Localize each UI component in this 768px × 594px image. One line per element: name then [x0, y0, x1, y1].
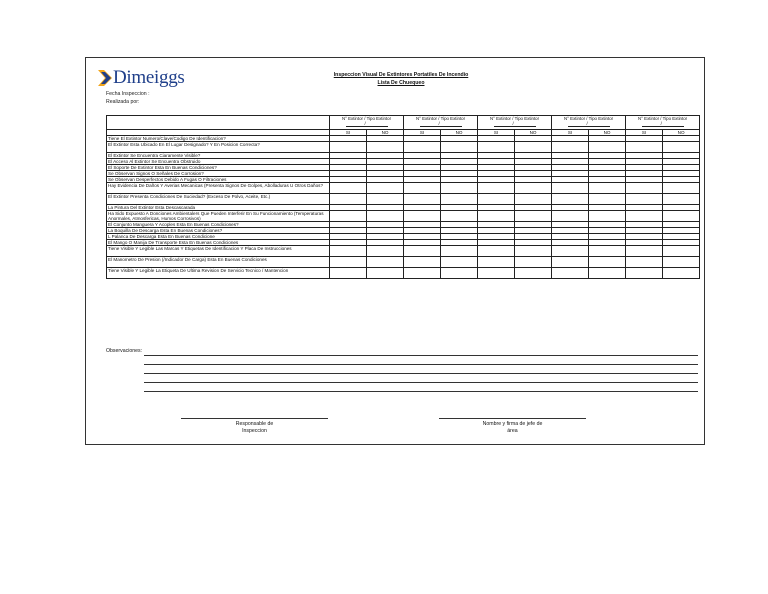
- question-text: El Extintor Se Encuentra Ciaramente Visible?: [107, 153, 330, 159]
- extintor-blank-field[interactable]: [568, 123, 610, 127]
- si-answer-cell[interactable]: [478, 142, 515, 153]
- si-column-label: SI: [626, 130, 663, 136]
- question-row: [107, 183, 700, 194]
- no-answer-cell[interactable]: [515, 194, 552, 205]
- no-answer-cell[interactable]: [515, 246, 552, 257]
- si-answer-cell[interactable]: [552, 246, 589, 257]
- extintor-blank-field[interactable]: [494, 123, 536, 127]
- si-answer-cell[interactable]: [478, 194, 515, 205]
- no-column-label: NO: [589, 130, 626, 136]
- question-row: [107, 211, 700, 222]
- question-text: L Palanca De Descarga Esta En Buenas Condicione: [107, 234, 330, 240]
- observaciones-line[interactable]: [144, 391, 698, 392]
- question-text: El Extintor Esta Ubicado En El Lugar Designado? Y En Posicion Correcta?: [107, 142, 330, 153]
- question-row: [107, 257, 700, 268]
- extintor-blank-field[interactable]: [420, 123, 462, 127]
- no-column-label: NO: [515, 130, 552, 136]
- jefe-signature-line[interactable]: [439, 418, 586, 419]
- no-answer-cell[interactable]: [441, 142, 478, 153]
- extintor-slash: /: [586, 121, 588, 126]
- question-text: La Pintura Del Extintor Esta Descascarada: [107, 205, 330, 211]
- no-answer-cell[interactable]: [589, 257, 626, 268]
- si-answer-cell[interactable]: [404, 142, 441, 153]
- si-column-label: SI: [404, 130, 441, 136]
- si-answer-cell[interactable]: [330, 142, 367, 153]
- no-answer-cell[interactable]: [367, 268, 404, 279]
- si-answer-cell[interactable]: [404, 257, 441, 268]
- no-answer-cell[interactable]: [367, 183, 404, 194]
- observaciones-label: Observaciones:: [106, 348, 143, 354]
- no-answer-cell[interactable]: [441, 268, 478, 279]
- no-answer-cell[interactable]: [367, 257, 404, 268]
- si-answer-cell[interactable]: [552, 211, 589, 222]
- extintor-column-header: [552, 116, 626, 130]
- extintor-slash: /: [512, 121, 514, 126]
- extintor-column-label: N° Extintor / Tipo Extintor: [489, 116, 540, 121]
- si-column-label: SI: [478, 130, 515, 136]
- observaciones-line[interactable]: [144, 364, 698, 365]
- si-answer-cell[interactable]: [552, 183, 589, 194]
- question-row: [107, 194, 700, 205]
- si-answer-cell[interactable]: [330, 211, 367, 222]
- no-answer-cell[interactable]: [367, 211, 404, 222]
- no-answer-cell[interactable]: [515, 142, 552, 153]
- logo-chevron-icon: [98, 70, 112, 86]
- question-text: Ha Sido Expuesto A Donciones Ambientalers Que Pueden Interferir En Su Funcionamiento (Temperaturas Anormales, Atmosfericas, Humos Corrosivos): [107, 211, 330, 222]
- no-answer-cell[interactable]: [589, 142, 626, 153]
- si-answer-cell[interactable]: [626, 268, 663, 279]
- question-text: El Conjunto Manguera Y Acoples Esta En Buenas Condiciones?: [107, 222, 330, 228]
- no-answer-cell[interactable]: [589, 268, 626, 279]
- no-answer-cell[interactable]: [663, 211, 700, 222]
- extintor-slash: /: [364, 121, 366, 126]
- checklist-table: [106, 115, 700, 279]
- question-row: [107, 142, 700, 153]
- realizada-por-label: Realizada por:: [106, 99, 140, 105]
- no-answer-cell[interactable]: [441, 257, 478, 268]
- question-text: El Manometro De Presion (/Indicador De Carga) Esta En Buenas Condiciones: [107, 257, 330, 268]
- si-column-label: SI: [330, 130, 367, 136]
- no-answer-cell[interactable]: [441, 246, 478, 257]
- no-answer-cell[interactable]: [515, 211, 552, 222]
- no-answer-cell[interactable]: [441, 211, 478, 222]
- si-column-label: SI: [552, 130, 589, 136]
- responsable-caption-line1: Responsable de: [235, 421, 274, 427]
- no-answer-cell[interactable]: [589, 183, 626, 194]
- question-row: [107, 246, 700, 257]
- question-text: Tiene El Extintor Numero/Clave/Codigo De Identificacion?: [107, 136, 330, 142]
- observaciones-line[interactable]: [144, 355, 698, 356]
- responsable-signature-caption: [181, 421, 328, 434]
- no-answer-cell[interactable]: [663, 194, 700, 205]
- no-answer-cell[interactable]: [589, 246, 626, 257]
- logo-text: Dimeiggs: [113, 67, 185, 88]
- no-answer-cell[interactable]: [441, 183, 478, 194]
- responsable-signature-line[interactable]: [181, 418, 328, 419]
- no-answer-cell[interactable]: [367, 246, 404, 257]
- extintor-column-header: [330, 116, 404, 130]
- si-answer-cell[interactable]: [330, 257, 367, 268]
- jefe-caption-line1: Nombre y firma de jefe de: [482, 421, 543, 427]
- observaciones-line[interactable]: [144, 373, 698, 374]
- no-answer-cell[interactable]: [515, 257, 552, 268]
- extintor-blank-field[interactable]: [346, 123, 388, 127]
- no-column-label: NO: [441, 130, 478, 136]
- si-answer-cell[interactable]: [404, 211, 441, 222]
- no-answer-cell[interactable]: [515, 268, 552, 279]
- si-answer-cell[interactable]: [478, 183, 515, 194]
- si-answer-cell[interactable]: [626, 183, 663, 194]
- si-answer-cell[interactable]: [404, 183, 441, 194]
- no-answer-cell[interactable]: [663, 257, 700, 268]
- question-text: El Mango O Manija De Transporte Esta En Buenas Condiciones: [107, 240, 330, 246]
- question-text: La Boquilla De Descarga Esta En Buenas Condiciones?: [107, 228, 330, 234]
- si-answer-cell[interactable]: [404, 268, 441, 279]
- question-row: [107, 268, 700, 279]
- form-title: Inspeccion Visual De Extintores Portatiles De Incendio: [333, 72, 469, 78]
- no-answer-cell[interactable]: [367, 194, 404, 205]
- jefe-signature-caption: [439, 421, 586, 434]
- si-answer-cell[interactable]: [626, 211, 663, 222]
- extintor-slash: /: [660, 121, 662, 126]
- question-text: Hay Evidencia De Daños Y Averias Mecanicas (Presenta Signos De Golpes, Abolladuras U Otros Daños?: [107, 183, 330, 194]
- no-answer-cell[interactable]: [663, 268, 700, 279]
- si-answer-cell[interactable]: [330, 183, 367, 194]
- question-text: El Extintor Presenta Condiciones De Suciedad? (Exceso De Polvo, Aceite, Etc.): [107, 194, 330, 205]
- no-answer-cell[interactable]: [367, 142, 404, 153]
- si-answer-cell[interactable]: [552, 268, 589, 279]
- no-answer-cell[interactable]: [515, 183, 552, 194]
- question-text: Se Observan Desperfectos Debido A Fugas O Filtraciones: [107, 177, 330, 183]
- si-answer-cell[interactable]: [552, 194, 589, 205]
- si-answer-cell[interactable]: [330, 268, 367, 279]
- question-text: El Soporte De Extintor Esta En Buenas Condiciones?: [107, 165, 330, 171]
- extintor-column-header: [404, 116, 478, 130]
- extintor-column-label: N° Extintor / Tipo Extintor: [564, 116, 614, 121]
- form-subtitle: Lista De Chuequeo: [377, 80, 425, 86]
- no-answer-cell[interactable]: [663, 142, 700, 153]
- si-answer-cell[interactable]: [626, 246, 663, 257]
- si-answer-cell[interactable]: [478, 257, 515, 268]
- si-answer-cell[interactable]: [626, 257, 663, 268]
- no-answer-cell[interactable]: [589, 211, 626, 222]
- si-answer-cell[interactable]: [478, 211, 515, 222]
- si-answer-cell[interactable]: [478, 246, 515, 257]
- extintor-blank-field[interactable]: [642, 123, 684, 127]
- no-column-label: NO: [663, 130, 700, 136]
- responsable-caption-line2: Inspeccion: [242, 427, 267, 434]
- si-answer-cell[interactable]: [330, 246, 367, 257]
- si-answer-cell[interactable]: [552, 257, 589, 268]
- question-text: Se Observan Signos O Señales De Corrosion?: [107, 171, 330, 177]
- si-answer-cell[interactable]: [404, 246, 441, 257]
- si-answer-cell[interactable]: [552, 142, 589, 153]
- extintor-column-label: N° Extintor / Tipo Extintor: [415, 116, 466, 121]
- question-header-cell: [107, 116, 330, 130]
- si-answer-cell[interactable]: [478, 268, 515, 279]
- si-answer-cell[interactable]: [626, 194, 663, 205]
- no-column-label: NO: [367, 130, 404, 136]
- si-answer-cell[interactable]: [626, 142, 663, 153]
- company-logo: [98, 68, 185, 88]
- si-answer-cell[interactable]: [404, 194, 441, 205]
- checklist-sheet: [85, 57, 705, 445]
- no-answer-cell[interactable]: [589, 194, 626, 205]
- extintor-column-label: N° Extintor / Tipo Extintor: [638, 116, 688, 121]
- si-answer-cell[interactable]: [330, 194, 367, 205]
- extintor-column-header: [626, 116, 700, 130]
- question-text: Tiene Visible Y Legible Las Marcas Y Etiquetas De Identificacion Y Placa De Instrucciones: [107, 246, 330, 257]
- no-answer-cell[interactable]: [663, 183, 700, 194]
- extintor-slash: /: [438, 121, 440, 126]
- extintor-column-label: N° Extintor / Tipo Extintor: [341, 116, 392, 121]
- no-answer-cell[interactable]: [663, 246, 700, 257]
- no-answer-cell[interactable]: [441, 194, 478, 205]
- question-text: El Acceso Al Extintor Se Encuentra Obstruido: [107, 159, 330, 165]
- fecha-inspeccion-label: Fecha Inspeccion :: [106, 91, 150, 97]
- observaciones-line[interactable]: [144, 382, 698, 383]
- question-text: Tiene Visible Y Legible La Etiqueta De Ultima Revision De Servicio Tecnico / Mantencion: [107, 268, 330, 279]
- jefe-caption-line2: área: [507, 427, 518, 434]
- extintor-column-header: [478, 116, 552, 130]
